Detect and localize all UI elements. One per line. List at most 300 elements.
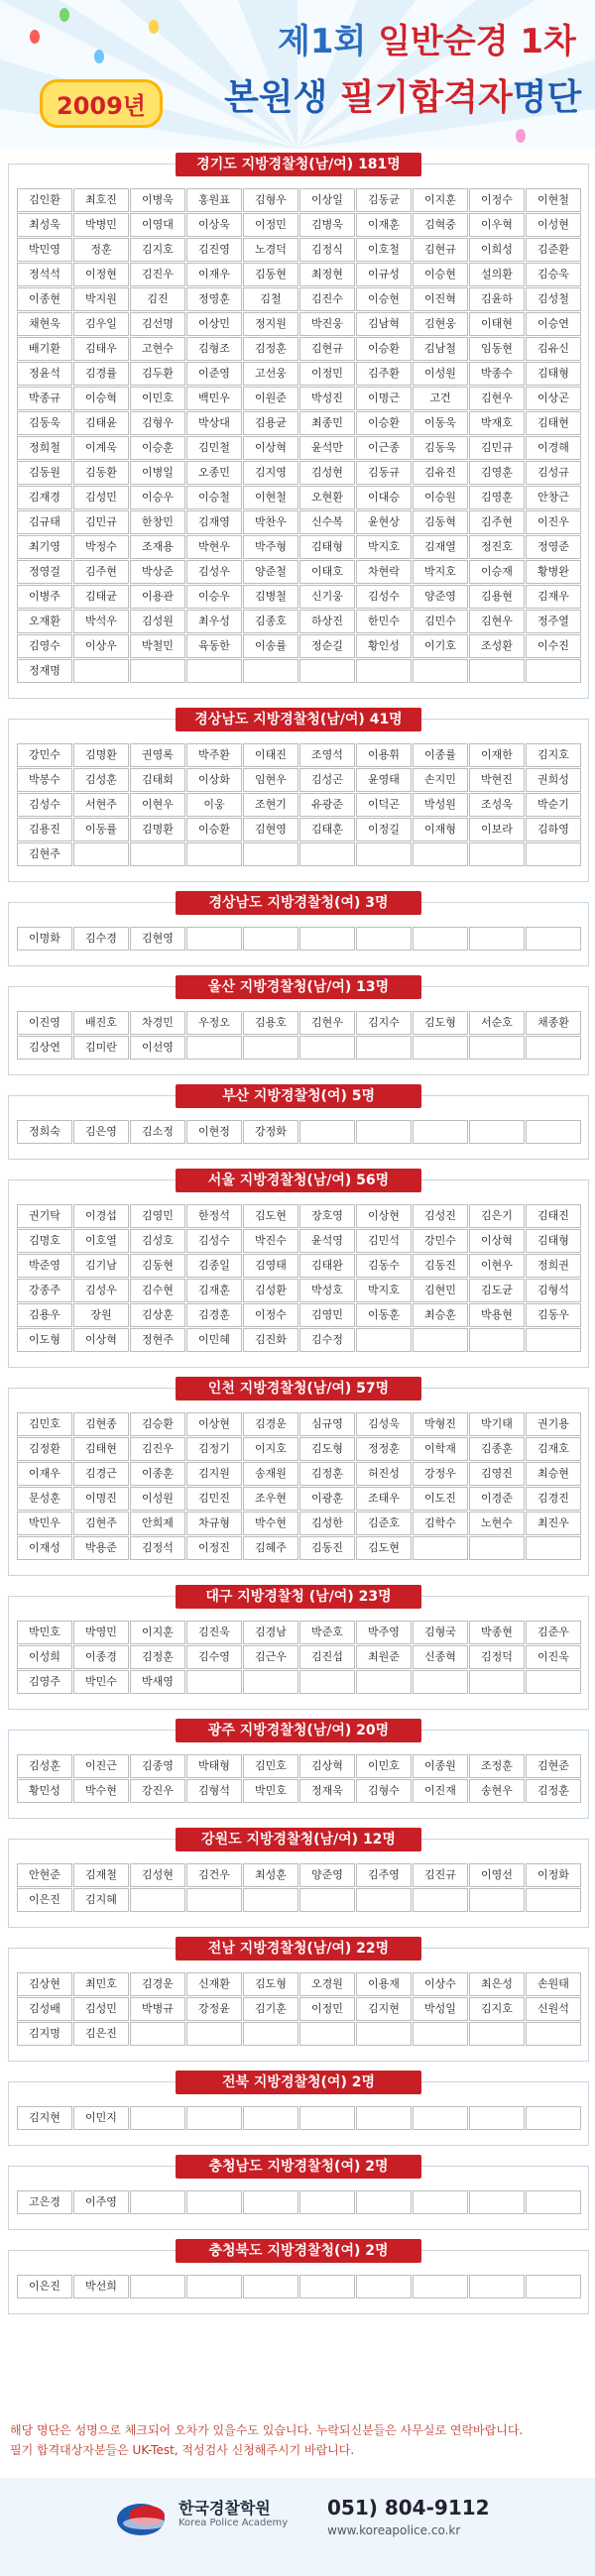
empty-cell bbox=[130, 1888, 185, 1912]
name-cell: 노경덕 bbox=[243, 238, 298, 262]
police-section bbox=[8, 157, 589, 699]
name-cell: 이성원 bbox=[413, 362, 468, 386]
name-cell: 김은영 bbox=[73, 1120, 129, 1144]
name-cell: 이정진 bbox=[186, 1536, 242, 1560]
name-cell: 장원 bbox=[73, 1303, 129, 1327]
section-title: 대구 지방경찰청 (남/여) 23명 bbox=[176, 1585, 421, 1609]
name-cell: 김지현 bbox=[356, 1997, 412, 2021]
name-cell: 김우일 bbox=[73, 312, 129, 336]
name-cell: 이상현 bbox=[356, 1204, 412, 1228]
empty-cell bbox=[469, 1120, 525, 1144]
empty-cell bbox=[186, 659, 242, 683]
name-cell: 김동원 bbox=[17, 461, 72, 485]
empty-cell bbox=[469, 927, 525, 951]
name-cell: 박찬우 bbox=[243, 510, 298, 534]
name-cell: 김선명 bbox=[130, 312, 185, 336]
name-grid bbox=[17, 1412, 581, 1560]
name-cell: 신원석 bbox=[526, 1997, 581, 2021]
name-cell: 이지훈 bbox=[130, 1621, 185, 1644]
name-cell: 김형석 bbox=[526, 1279, 581, 1302]
empty-cell bbox=[130, 2190, 185, 2214]
name-cell: 김지원 bbox=[186, 1462, 242, 1486]
empty-cell bbox=[469, 2275, 525, 2298]
section-title: 경상남도 지방경찰청(여) 3명 bbox=[176, 891, 421, 915]
empty-cell bbox=[356, 927, 412, 951]
name-cell: 김준환 bbox=[526, 238, 581, 262]
page-title-line1 bbox=[278, 14, 576, 62]
name-cell: 김종영 bbox=[130, 1754, 185, 1778]
name-cell: 김상현 bbox=[17, 1972, 72, 1996]
name-cell: 김남혁 bbox=[356, 312, 412, 336]
name-cell: 김지호 bbox=[469, 1997, 525, 2021]
name-cell: 박재호 bbox=[469, 411, 525, 435]
name-cell: 박주형 bbox=[243, 535, 298, 559]
empty-cell bbox=[130, 2106, 185, 2130]
section-title: 강원도 지방경찰청(남/여) 12명 bbox=[176, 1828, 421, 1851]
name-cell: 이재형 bbox=[413, 818, 468, 841]
name-cell: 김태균 bbox=[73, 585, 129, 609]
name-grid bbox=[17, 1204, 581, 1352]
empty-cell bbox=[356, 842, 412, 866]
name-cell: 이태진 bbox=[243, 743, 298, 767]
name-cell: 김경훈 bbox=[186, 1303, 242, 1327]
name-cell: 이기호 bbox=[413, 634, 468, 658]
name-cell: 한민수 bbox=[356, 610, 412, 633]
name-cell: 최원준 bbox=[356, 1645, 412, 1669]
name-cell: 김현민 bbox=[413, 1279, 468, 1302]
balloon-icon bbox=[60, 8, 69, 22]
name-cell: 김정기 bbox=[186, 1437, 242, 1461]
balloon-icon bbox=[149, 20, 159, 34]
name-cell: 김지호 bbox=[526, 743, 581, 767]
name-cell: 권영록 bbox=[130, 743, 185, 767]
empty-cell bbox=[356, 1328, 412, 1352]
name-cell: 정재명 bbox=[17, 659, 72, 683]
name-cell: 박선희 bbox=[73, 2275, 129, 2298]
name-grid bbox=[17, 1754, 581, 1803]
name-cell: 김재훈 bbox=[186, 1279, 242, 1302]
police-section bbox=[8, 1589, 589, 1710]
name-cell: 김성환 bbox=[243, 1279, 298, 1302]
name-cell: 이정화 bbox=[526, 1863, 581, 1887]
empty-cell bbox=[413, 1888, 468, 1912]
name-cell: 이보라 bbox=[469, 818, 525, 841]
name-cell: 이승재 bbox=[469, 560, 525, 584]
police-section bbox=[8, 1088, 589, 1160]
name-cell: 김병욱 bbox=[299, 213, 355, 237]
name-cell: 김도균 bbox=[469, 1279, 525, 1302]
name-cell: 박기태 bbox=[469, 1412, 525, 1436]
name-cell: 이도진 bbox=[413, 1487, 468, 1511]
name-cell: 김태형 bbox=[526, 1229, 581, 1253]
name-cell: 최정현 bbox=[299, 263, 355, 286]
name-cell: 김수영 bbox=[186, 1645, 242, 1669]
name-cell: 정희권 bbox=[526, 1254, 581, 1278]
name-cell: 조정훈 bbox=[469, 1754, 525, 1778]
name-cell: 박병규 bbox=[130, 1997, 185, 2021]
name-cell: 김인환 bbox=[17, 188, 72, 212]
name-cell: 김지명 bbox=[17, 2022, 72, 2046]
name-cell: 정석석 bbox=[17, 263, 72, 286]
balloon-icon bbox=[94, 50, 104, 63]
name-cell: 김용현 bbox=[469, 585, 525, 609]
empty-cell bbox=[186, 927, 242, 951]
name-cell: 이현철 bbox=[526, 188, 581, 212]
name-cell: 이병주 bbox=[17, 585, 72, 609]
name-cell: 이승현 bbox=[413, 263, 468, 286]
name-cell: 박성호 bbox=[299, 1279, 355, 1302]
name-cell: 박영민 bbox=[73, 1621, 129, 1644]
name-cell: 이승현 bbox=[356, 287, 412, 311]
name-cell: 이현우 bbox=[469, 1254, 525, 1278]
name-cell: 김성철 bbox=[526, 287, 581, 311]
name-cell: 이용관 bbox=[130, 585, 185, 609]
name-cell: 고선웅 bbox=[243, 362, 298, 386]
name-cell: 김현우 bbox=[299, 1011, 355, 1035]
name-grid bbox=[17, 188, 581, 683]
name-cell: 이승환 bbox=[356, 411, 412, 435]
name-cell: 이민호 bbox=[356, 1754, 412, 1778]
empty-cell bbox=[299, 1670, 355, 1694]
name-cell: 강정우 bbox=[413, 1462, 468, 1486]
empty-cell bbox=[526, 1036, 581, 1060]
section-title: 서울 지방경찰청(남/여) 56명 bbox=[176, 1169, 421, 1192]
name-cell: 김진우 bbox=[130, 1437, 185, 1461]
empty-cell bbox=[299, 2190, 355, 2214]
name-cell: 이지훈 bbox=[413, 188, 468, 212]
name-cell: 이명화 bbox=[17, 927, 72, 951]
name-cell: 김주현 bbox=[73, 560, 129, 584]
empty-cell bbox=[413, 659, 468, 683]
balloon-icon bbox=[30, 30, 40, 44]
name-cell: 오현환 bbox=[299, 486, 355, 509]
police-section bbox=[8, 2074, 589, 2146]
name-grid bbox=[17, 1972, 581, 2046]
empty-cell bbox=[469, 1328, 525, 1352]
name-cell: 한창민 bbox=[130, 510, 185, 534]
empty-cell bbox=[469, 842, 525, 866]
empty-cell bbox=[413, 2275, 468, 2298]
name-cell: 강민수 bbox=[17, 743, 72, 767]
name-cell: 이우혁 bbox=[469, 213, 525, 237]
empty-cell bbox=[243, 1036, 298, 1060]
name-cell: 정희숙 bbox=[17, 1120, 72, 1144]
name-grid bbox=[17, 1621, 581, 1694]
name-cell: 김재경 bbox=[17, 486, 72, 509]
section-title: 울산 지방경찰청(남/여) 13명 bbox=[176, 975, 421, 999]
name-cell: 박민우 bbox=[17, 1512, 72, 1535]
empty-cell bbox=[130, 659, 185, 683]
name-cell: 이상우 bbox=[73, 634, 129, 658]
empty-cell bbox=[526, 1536, 581, 1560]
section-title: 광주 지방경찰청(남/여) 20명 bbox=[176, 1719, 421, 1742]
name-cell: 김정훈 bbox=[299, 1462, 355, 1486]
name-cell: 김성한 bbox=[299, 1512, 355, 1535]
name-cell: 김동균 bbox=[356, 188, 412, 212]
empty-cell bbox=[299, 842, 355, 866]
name-cell: 이상수 bbox=[413, 1972, 468, 1996]
name-cell: 이승혁 bbox=[73, 387, 129, 410]
name-cell: 권기탁 bbox=[17, 1204, 72, 1228]
name-cell: 윤석만 bbox=[299, 436, 355, 460]
name-cell: 김태진 bbox=[526, 1204, 581, 1228]
name-cell: 김성배 bbox=[17, 1997, 72, 2021]
empty-cell bbox=[526, 2106, 581, 2130]
name-cell: 김도형 bbox=[413, 1011, 468, 1035]
name-cell: 윤석영 bbox=[299, 1229, 355, 1253]
name-cell: 김기훈 bbox=[243, 1997, 298, 2021]
name-cell: 김정훈 bbox=[243, 337, 298, 361]
name-cell: 이상일 bbox=[299, 188, 355, 212]
name-cell: 박지호 bbox=[413, 560, 468, 584]
section-title: 경기도 지방경찰청(남/여) 181명 bbox=[176, 153, 421, 176]
name-cell: 조성환 bbox=[469, 634, 525, 658]
name-grid bbox=[17, 1011, 581, 1060]
title-accent: 일반순경 1차 bbox=[378, 22, 576, 61]
name-cell: 김현종 bbox=[73, 1412, 129, 1436]
name-cell: 박지호 bbox=[356, 1279, 412, 1302]
police-section bbox=[8, 1941, 589, 2062]
name-cell: 김지영 bbox=[243, 461, 298, 485]
name-cell: 박현우 bbox=[186, 535, 242, 559]
name-cell: 김명환 bbox=[130, 818, 185, 841]
name-cell: 양준영 bbox=[299, 1863, 355, 1887]
name-cell: 이종훈 bbox=[130, 1462, 185, 1486]
name-cell: 김현영 bbox=[243, 818, 298, 841]
name-cell: 차경민 bbox=[130, 1011, 185, 1035]
police-section bbox=[8, 979, 589, 1075]
name-cell: 김근우 bbox=[243, 1645, 298, 1669]
name-cell: 최기영 bbox=[17, 535, 72, 559]
name-cell: 김영주 bbox=[17, 1670, 72, 1694]
name-cell: 김수현 bbox=[130, 1279, 185, 1302]
empty-cell bbox=[413, 1120, 468, 1144]
footer-bar bbox=[0, 2478, 595, 2576]
name-cell: 이도형 bbox=[17, 1328, 72, 1352]
empty-cell bbox=[186, 1888, 242, 1912]
name-cell: 김진 bbox=[130, 287, 185, 311]
section-title: 전북 지방경찰청(여) 2명 bbox=[176, 2071, 421, 2094]
name-cell: 김현우 bbox=[469, 610, 525, 633]
name-cell: 임동현 bbox=[469, 337, 525, 361]
name-cell: 김동현 bbox=[130, 1254, 185, 1278]
name-grid bbox=[17, 1120, 581, 1144]
name-cell: 배기환 bbox=[17, 337, 72, 361]
empty-cell bbox=[299, 927, 355, 951]
website-url[interactable]: www.koreapolice.co.kr bbox=[327, 2523, 461, 2537]
name-cell: 김성우 bbox=[73, 1279, 129, 1302]
name-cell: 김동욱 bbox=[17, 411, 72, 435]
name-cell: 김동혁 bbox=[413, 510, 468, 534]
police-section bbox=[8, 2159, 589, 2230]
name-cell: 송현우 bbox=[469, 1779, 525, 1803]
name-cell: 정진호 bbox=[469, 535, 525, 559]
name-cell: 강종주 bbox=[17, 1279, 72, 1302]
name-cell: 박태형 bbox=[186, 1754, 242, 1778]
name-cell: 노현수 bbox=[469, 1512, 525, 1535]
name-cell: 박병민 bbox=[73, 213, 129, 237]
name-cell: 박종현 bbox=[469, 1621, 525, 1644]
name-cell: 김성규 bbox=[526, 461, 581, 485]
name-cell: 이민혜 bbox=[186, 1328, 242, 1352]
name-cell: 김주영 bbox=[356, 1863, 412, 1887]
name-cell: 김영태 bbox=[243, 1254, 298, 1278]
name-cell: 이진근 bbox=[73, 1754, 129, 1778]
name-cell: 이재훈 bbox=[356, 213, 412, 237]
name-cell: 설의환 bbox=[469, 263, 525, 286]
section-title: 충청남도 지방경찰청(여) 2명 bbox=[176, 2155, 421, 2179]
name-cell: 박진웅 bbox=[299, 312, 355, 336]
name-cell: 김정훈 bbox=[130, 1645, 185, 1669]
name-cell: 차현락 bbox=[356, 560, 412, 584]
empty-cell bbox=[356, 1670, 412, 1694]
empty-cell bbox=[469, 2106, 525, 2130]
name-cell: 김경운 bbox=[130, 1972, 185, 1996]
name-cell: 박용준 bbox=[73, 1536, 129, 1560]
empty-cell bbox=[299, 2275, 355, 2298]
empty-cell bbox=[356, 2190, 412, 2214]
name-cell: 김태현 bbox=[73, 1437, 129, 1461]
name-cell: 김성훈 bbox=[73, 768, 129, 792]
name-grid bbox=[17, 2275, 581, 2298]
name-cell: 김경률 bbox=[73, 362, 129, 386]
name-cell: 이원준 bbox=[243, 387, 298, 410]
name-cell: 황인성 bbox=[356, 634, 412, 658]
name-cell: 서현주 bbox=[73, 793, 129, 817]
name-cell: 김성호 bbox=[130, 1229, 185, 1253]
name-cell: 황민성 bbox=[17, 1779, 72, 1803]
name-cell: 김승욱 bbox=[526, 263, 581, 286]
name-cell: 이현정 bbox=[186, 1120, 242, 1144]
name-cell: 김지호 bbox=[130, 238, 185, 262]
name-cell: 박현진 bbox=[469, 768, 525, 792]
name-cell: 김경근 bbox=[73, 1462, 129, 1486]
section-title: 부산 지방경찰청(여) 5명 bbox=[176, 1084, 421, 1108]
name-cell: 이선영 bbox=[130, 1036, 185, 1060]
name-cell: 이동욱 bbox=[413, 411, 468, 435]
name-cell: 김철 bbox=[243, 287, 298, 311]
police-section bbox=[8, 1173, 589, 1368]
empty-cell bbox=[243, 2190, 298, 2214]
name-cell: 최진우 bbox=[526, 1512, 581, 1535]
name-cell: 정순길 bbox=[299, 634, 355, 658]
empty-cell bbox=[356, 1888, 412, 1912]
name-cell: 이민호 bbox=[130, 387, 185, 410]
name-cell: 이주영 bbox=[73, 2190, 129, 2214]
year-badge: 2009년 bbox=[40, 79, 163, 128]
name-cell: 김태우 bbox=[73, 337, 129, 361]
name-cell: 이상혁 bbox=[73, 1328, 129, 1352]
section-title: 경상남도 지방경찰청(남/여) 41명 bbox=[176, 708, 421, 731]
name-cell: 오경원 bbox=[299, 1972, 355, 1996]
name-cell: 임현우 bbox=[243, 768, 298, 792]
empty-cell bbox=[356, 2106, 412, 2130]
name-cell: 김동우 bbox=[526, 1303, 581, 1327]
name-cell: 박준호 bbox=[299, 1621, 355, 1644]
name-cell: 이승훈 bbox=[130, 436, 185, 460]
name-cell: 김지혜 bbox=[73, 1888, 129, 1912]
empty-cell bbox=[356, 659, 412, 683]
name-cell: 김윤하 bbox=[469, 287, 525, 311]
section-title: 전남 지방경찰청(남/여) 22명 bbox=[176, 1937, 421, 1960]
empty-cell bbox=[526, 2022, 581, 2046]
empty-cell bbox=[243, 2106, 298, 2130]
name-cell: 최승현 bbox=[526, 1462, 581, 1486]
name-cell: 고현수 bbox=[130, 337, 185, 361]
title-line2-a: 본원생 bbox=[224, 77, 340, 118]
empty-cell bbox=[186, 2106, 242, 2130]
name-cell: 김명호 bbox=[17, 1229, 72, 1253]
name-cell: 김성우 bbox=[186, 560, 242, 584]
empty-cell bbox=[243, 927, 298, 951]
name-cell: 김진화 bbox=[243, 1328, 298, 1352]
name-cell: 이재한 bbox=[469, 743, 525, 767]
academy-name: 한국경찰학원 bbox=[178, 2499, 271, 2518]
name-cell: 김남철 bbox=[413, 337, 468, 361]
empty-cell bbox=[413, 2190, 468, 2214]
name-cell: 손지민 bbox=[413, 768, 468, 792]
empty-cell bbox=[413, 1036, 468, 1060]
name-cell: 윤영태 bbox=[356, 768, 412, 792]
name-cell: 이준영 bbox=[186, 362, 242, 386]
name-cell: 고건 bbox=[413, 387, 468, 410]
name-cell: 황병완 bbox=[526, 560, 581, 584]
name-cell: 문성훈 bbox=[17, 1487, 72, 1511]
name-cell: 최우성 bbox=[186, 610, 242, 633]
name-cell: 이승원 bbox=[413, 486, 468, 509]
name-cell: 박수현 bbox=[73, 1779, 129, 1803]
name-cell: 채현욱 bbox=[17, 312, 72, 336]
name-cell: 이상민 bbox=[186, 312, 242, 336]
name-cell: 이종률 bbox=[413, 743, 468, 767]
name-cell: 정영걸 bbox=[17, 560, 72, 584]
empty-cell bbox=[469, 659, 525, 683]
name-cell: 김정환 bbox=[17, 1437, 72, 1461]
name-cell: 최호진 bbox=[73, 188, 129, 212]
name-cell: 우정오 bbox=[186, 1011, 242, 1035]
name-cell: 박순기 bbox=[526, 793, 581, 817]
name-cell: 김주현 bbox=[469, 510, 525, 534]
name-cell: 이웅 bbox=[186, 793, 242, 817]
name-cell: 이성희 bbox=[17, 1645, 72, 1669]
name-cell: 조재용 bbox=[130, 535, 185, 559]
name-cell: 이정수 bbox=[469, 188, 525, 212]
empty-cell bbox=[130, 2022, 185, 2046]
name-cell: 이상혁 bbox=[469, 1229, 525, 1253]
name-cell: 김현준 bbox=[526, 1754, 581, 1778]
name-cell: 박진수 bbox=[243, 1229, 298, 1253]
empty-cell bbox=[526, 1328, 581, 1352]
name-cell: 김현규 bbox=[413, 238, 468, 262]
name-cell: 이송률 bbox=[243, 634, 298, 658]
name-grid bbox=[17, 2190, 581, 2214]
name-cell: 이승환 bbox=[186, 818, 242, 841]
name-cell: 김현웅 bbox=[413, 312, 468, 336]
empty-cell bbox=[413, 2022, 468, 2046]
empty-cell bbox=[186, 1670, 242, 1694]
name-cell: 김상혁 bbox=[299, 1754, 355, 1778]
name-cell: 김유신 bbox=[526, 337, 581, 361]
name-cell: 김영민 bbox=[299, 1303, 355, 1327]
name-cell: 박주영 bbox=[356, 1621, 412, 1644]
title-prefix: 제1회 bbox=[278, 22, 379, 61]
empty-cell bbox=[469, 2190, 525, 2214]
name-cell: 김상연 bbox=[17, 1036, 72, 1060]
name-cell: 이진혁 bbox=[413, 287, 468, 311]
name-cell: 김진우 bbox=[130, 263, 185, 286]
name-cell: 김민호 bbox=[17, 1412, 72, 1436]
name-cell: 이계욱 bbox=[73, 436, 129, 460]
